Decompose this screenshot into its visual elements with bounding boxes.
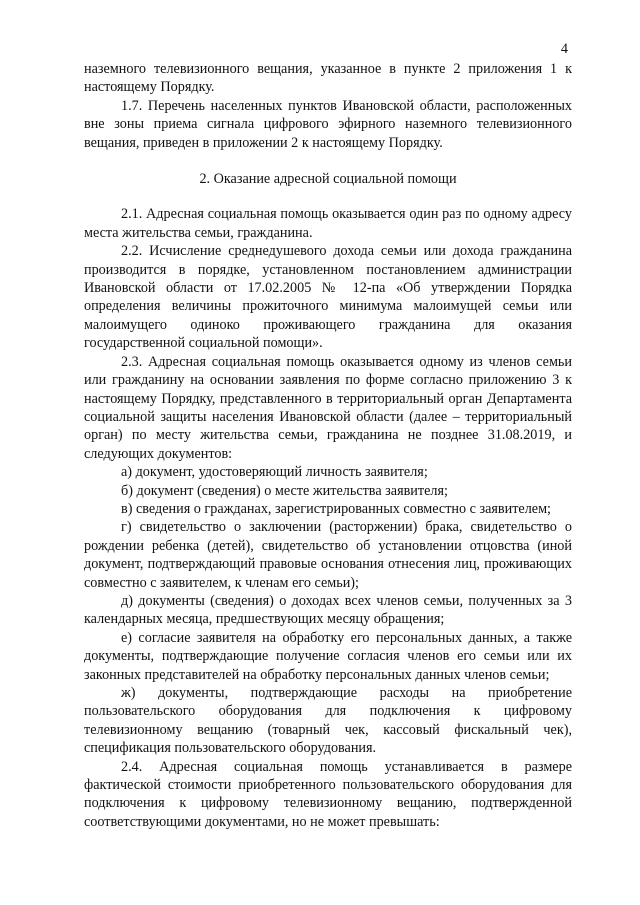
paragraph-2-2: 2.2. Исчисление среднедушевого дохода семьи или дохода гражданина производится в порядке, установленном постановлением администрации Ивановской области от 17.02.2005 № 12-па «Об утверждении Порядка определения величины прожиточного минимума малоимущей семьи или малоимущего одиноко проживающего гражданина для оказания государственной социальной помощи». xyxy=(84,243,572,352)
list-item-g: г) свидетельство о заключении (расторжении) брака, свидетельство о рождении ребенка (детей), свидетельство об установлении отцовства (иной документ, подтверждающий правовые основания отнесения лиц, проживающих совместно с заявителем, к членам его семьи); xyxy=(84,519,572,591)
paragraph-2-4: 2.4. Адресная социальная помощь устанавливается в размере фактической стоимости приобретенного пользовательского оборудования для подключения к цифровому телевизионному вещанию, подтвержденной соответствующими документами, но не может превышать: xyxy=(84,758,572,830)
paragraph-1-7: 1.7. Перечень населенных пунктов Ивановской области, расположенных вне зоны приема сигнала цифрового эфирного наземного телевизионного вещания, приведен в приложении 2 к настоящему Порядку. xyxy=(84,97,572,151)
list-item-e: е) согласие заявителя на обработку его персональных данных, а также документы, подтверждающие получение согласия членов его семьи или их законных представителей на обработку персональных данных членов семьи; xyxy=(84,629,572,683)
paragraph-2-1: 2.1. Адресная социальная помощь оказывается один раз по одному адресу места жительства семьи, гражданина. xyxy=(84,206,572,241)
paragraph-continuation: наземного телевизионного вещания, указанное в пункте 2 приложения 1 к настоящему Порядку. xyxy=(84,61,572,96)
page-number: 4 xyxy=(560,41,568,57)
list-item-zh: ж) документы, подтверждающие расходы на приобретение пользовательского оборудования для подключения к цифровому телевизионному вещанию (товарный чек, кассовый фискальный чек), спецификация пользовательского оборудования. xyxy=(84,685,572,757)
list-item-d: д) документы (сведения) о доходах всех членов семьи, полученных за 3 календарных месяца, предшествующих месяцу обращения; xyxy=(84,592,572,628)
list-item-b: б) документ (сведения) о месте жительства заявителя; xyxy=(121,482,448,499)
section-heading: 2. Оказание адресной социальной помощи xyxy=(199,171,457,188)
paragraph-2-3: 2.3. Адресная социальная помощь оказывается одному из членов семьи или гражданину на основании заявления по форме согласно приложению 3 к настоящему Порядку, представленного в территориальный орган Департамента социальной защиты населения Ивановской области (далее – территориальный орган) по месту жительства семьи, гражданина не позднее 31.08.2019, и следующих документов: xyxy=(84,353,572,462)
list-item-a: а) документ, удостоверяющий личность заявителя; xyxy=(121,464,428,481)
document-body xyxy=(84,60,572,831)
list-item-v: в) сведения о гражданах, зарегистрированных совместно с заявителем; xyxy=(121,500,551,517)
